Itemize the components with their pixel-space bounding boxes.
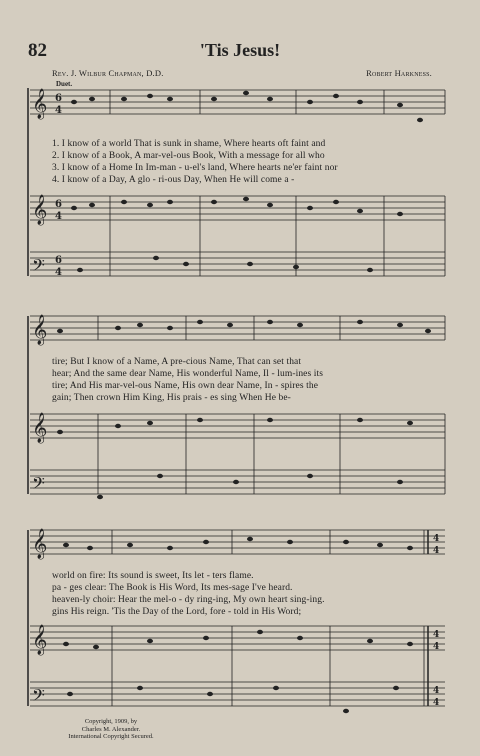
svg-text:4: 4	[433, 642, 440, 652]
svg-text:4: 4	[55, 267, 62, 278]
notes-system-2	[57, 320, 431, 499]
lyric-verse-4: 4. I know of a Day, A glo - ri-ous Day, When He will come a -	[52, 175, 295, 185]
svg-text:4: 4	[55, 211, 62, 222]
lyric-verse-4: gins His reign. 'Tis the Day of the Lord, fore - told in His Word;	[52, 607, 302, 617]
lyric-verse-2: pa - ges clear: The Book is His Word, Its mes-sage I've heard.	[52, 583, 293, 593]
bass-clef-icon: 𝄢	[32, 255, 45, 279]
system-3	[28, 530, 445, 706]
copyright-notice	[62, 718, 160, 741]
svg-text:𝄞: 𝄞	[32, 625, 48, 655]
svg-text:6: 6	[55, 199, 62, 210]
svg-text:4: 4	[55, 105, 62, 116]
svg-text:4: 4	[433, 630, 440, 640]
lyric-verse-2: hear; And the same dear Name, His wonderful Name, Il - lum-ines its	[52, 369, 324, 379]
duet-label: Duet.	[56, 80, 73, 88]
notes-system-3	[63, 537, 413, 713]
svg-text:𝄢: 𝄢	[32, 685, 45, 709]
svg-text:𝄞: 𝄞	[32, 315, 48, 345]
copyright-line: Charles M. Alexander.	[81, 725, 141, 733]
copyright-line: International Copyright Secured.	[68, 733, 154, 740]
svg-text:𝄞: 𝄞	[32, 413, 48, 443]
hymn-title: 'Tis Jesus!	[199, 40, 281, 60]
svg-text:4: 4	[433, 686, 440, 696]
treble-clef-icon: 𝄞	[32, 89, 48, 119]
lyricist-credit: Rev. J. Wilbur Chapman, D.D.	[52, 68, 164, 78]
svg-text:4: 4	[433, 698, 440, 708]
staff-bass	[30, 252, 445, 276]
svg-text:4: 4	[433, 546, 440, 556]
lyric-verse-1: 1. I know of a world That is sunk in shame, Where hearts oft faint and	[52, 139, 326, 149]
copyright-line: Copyright, 1909, by	[84, 718, 138, 725]
page-number: 82	[28, 40, 47, 61]
staff-melody	[30, 90, 445, 114]
composer-credit: Robert Harkness.	[366, 68, 432, 78]
lyric-verse-1: world on fire: Its sound is sweet, Its let - ters flame.	[52, 571, 254, 581]
treble-clef-icon: 𝄞	[32, 195, 48, 225]
lyric-verse-3: 3. I know of a Home In Im-man - u-el's land, Where hearts ne'er faint nor	[52, 163, 338, 173]
time-signature: 6	[55, 93, 62, 104]
svg-text:𝄞: 𝄞	[32, 529, 48, 559]
lyric-verse-2: 2. I know of a Book, A mar-vel-ous Book, With a message for all who	[52, 151, 325, 161]
lyric-verse-3: tire; And His mar-vel-ous Name, His own dear Name, In - spires the	[52, 381, 319, 391]
lyric-verse-1: tire; But I know of a Name, A pre-cious Name, That can set that	[52, 357, 302, 367]
lyric-verse-3: heaven-ly choir: Hear the mel-o - dy ring-ing, My own heart sing-ing.	[52, 595, 325, 605]
svg-text:6: 6	[55, 255, 62, 266]
svg-text:4: 4	[433, 534, 440, 544]
staff-treble	[30, 196, 445, 220]
svg-text:𝄢: 𝄢	[32, 473, 45, 497]
system-2	[28, 316, 445, 494]
lyric-verse-4: gain; Then crown Him King, His prais - es sing When He be-	[52, 393, 291, 403]
